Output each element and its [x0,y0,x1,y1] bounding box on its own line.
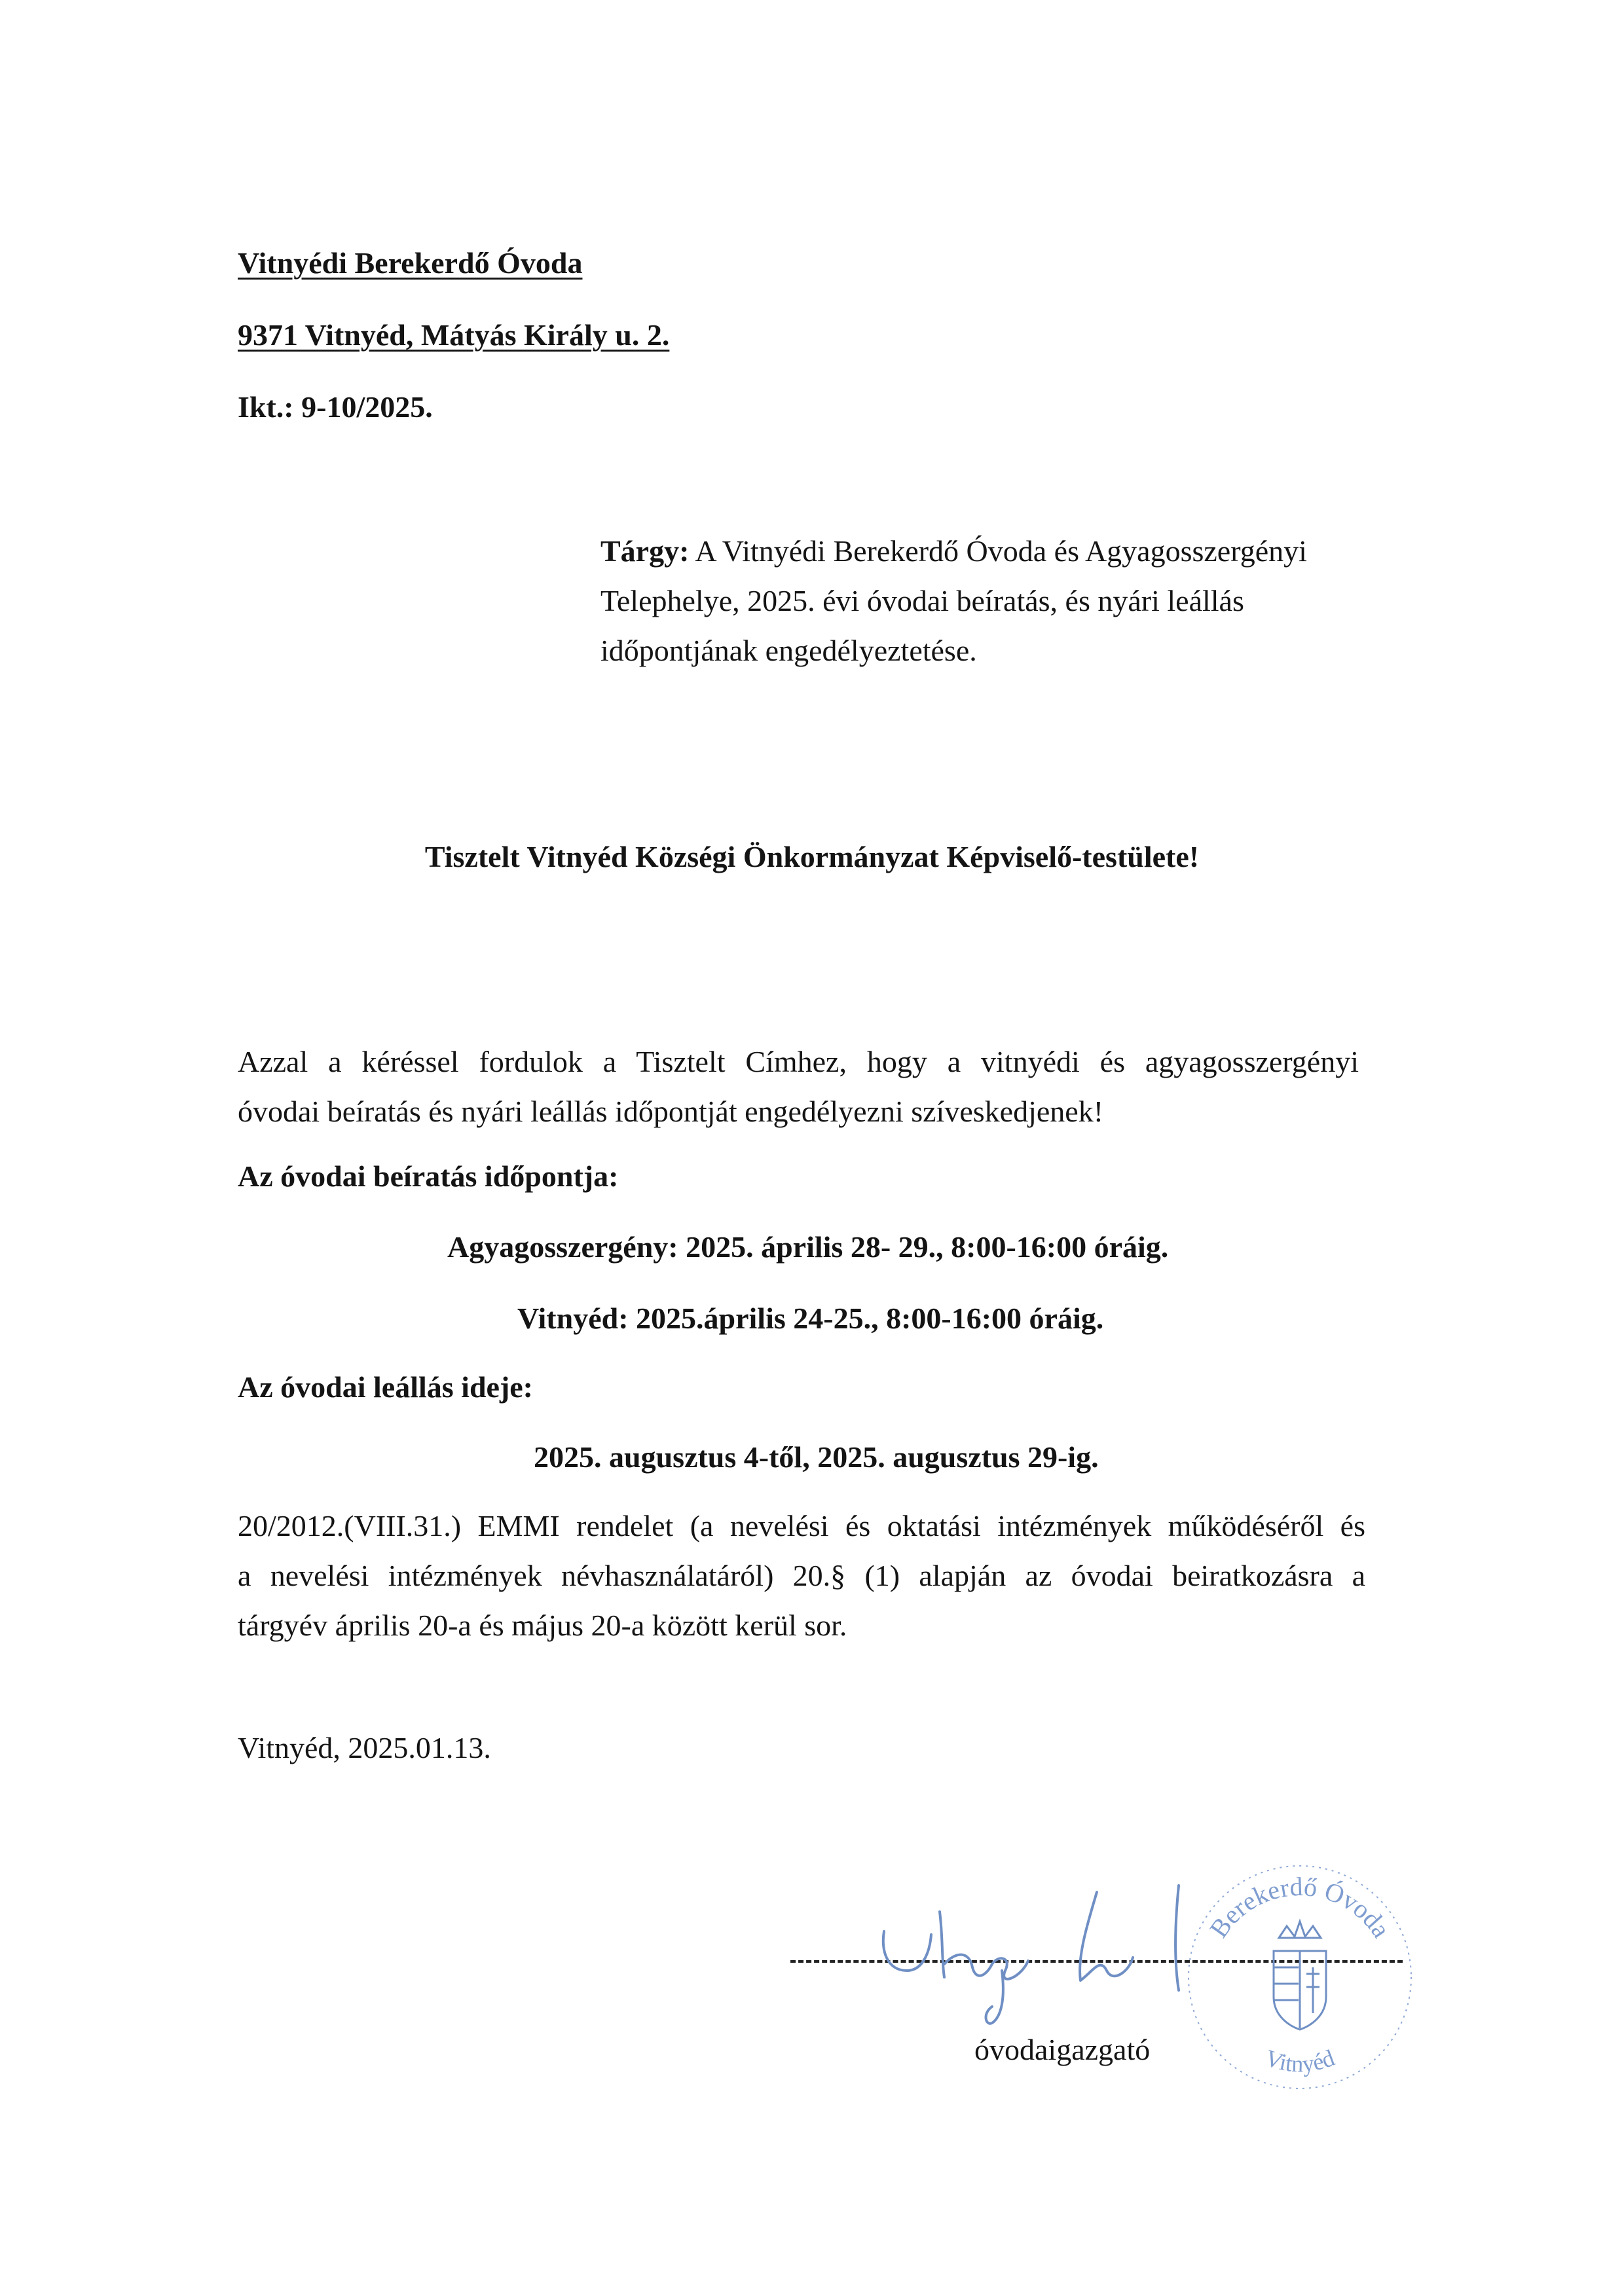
regulation-paragraph [238,1501,1365,1650]
institution-address: 9371 Vitnyéd, Mátyás Király u. 2. [238,318,670,352]
coat-of-arms-icon [1274,1922,1326,2030]
subject-label: Tárgy: [600,534,690,568]
subject-line: A Vitnyédi Berekerdő Óvoda és Agyagosszergényi [695,534,1307,568]
date-line: Vitnyéd, 2025.01.13. [238,1731,491,1764]
kindergarten-stamp [1175,1853,1424,2102]
intro-paragraph [238,1037,1359,1137]
stamp-text-top: Berekerdő Óvoda [1204,1871,1397,1943]
subject-line: Telephelye, 2025. évi óvodai beíratás, és nyári leállás [600,584,1244,617]
enrollment-agyagosszergeny: Agyagosszergény: 2025. április 28- 29., 8:00-16:00 óráig. [447,1230,1169,1264]
institution-name: Vitnyédi Berekerdő Óvoda [238,246,583,280]
signature-title: óvodaigazgató [974,2033,1151,2066]
enrollment-vitnyed: Vitnyéd: 2025.április 24-25., 8:00-16:00 óráig. [517,1302,1104,1335]
enrollment-heading: Az óvodai beíratás időpontja: [238,1159,619,1193]
intro-line: Azzal a kéréssel fordulok a Tisztelt Címhez, hogy a vitnyédi és agyagosszergényi [238,1045,1359,1078]
regulation-line: tárgyév április 20-a és május 20-a között kerül sor. [238,1609,847,1642]
subject-block [600,526,1386,676]
salutation: Tisztelt Vitnyéd Községi Önkormányzat Képviselő-testülete! [424,840,1200,873]
regulation-line: 20/2012.(VIII.31.) EMMI rendelet (a nevelési és oktatási intézmények működéséről és [238,1509,1365,1542]
stamp-text-bottom: Vitnyéd [1261,2044,1338,2077]
reference-number: Ikt.: 9-10/2025. [238,390,433,424]
regulation-line: a nevelési intézmények névhasználatáról) 20.§ (1) alapján az óvodai beiratkozásra a [238,1559,1365,1592]
subject-line: időpontjának engedélyeztetése. [600,634,977,667]
intro-line: óvodai beíratás és nyári leállás időpontját engedélyezni szíveskedjenek! [238,1095,1104,1128]
closure-period: 2025. augusztus 4-től, 2025. augusztus 29-ig. [534,1440,1099,1474]
closure-heading: Az óvodai leállás ideje: [238,1370,533,1404]
